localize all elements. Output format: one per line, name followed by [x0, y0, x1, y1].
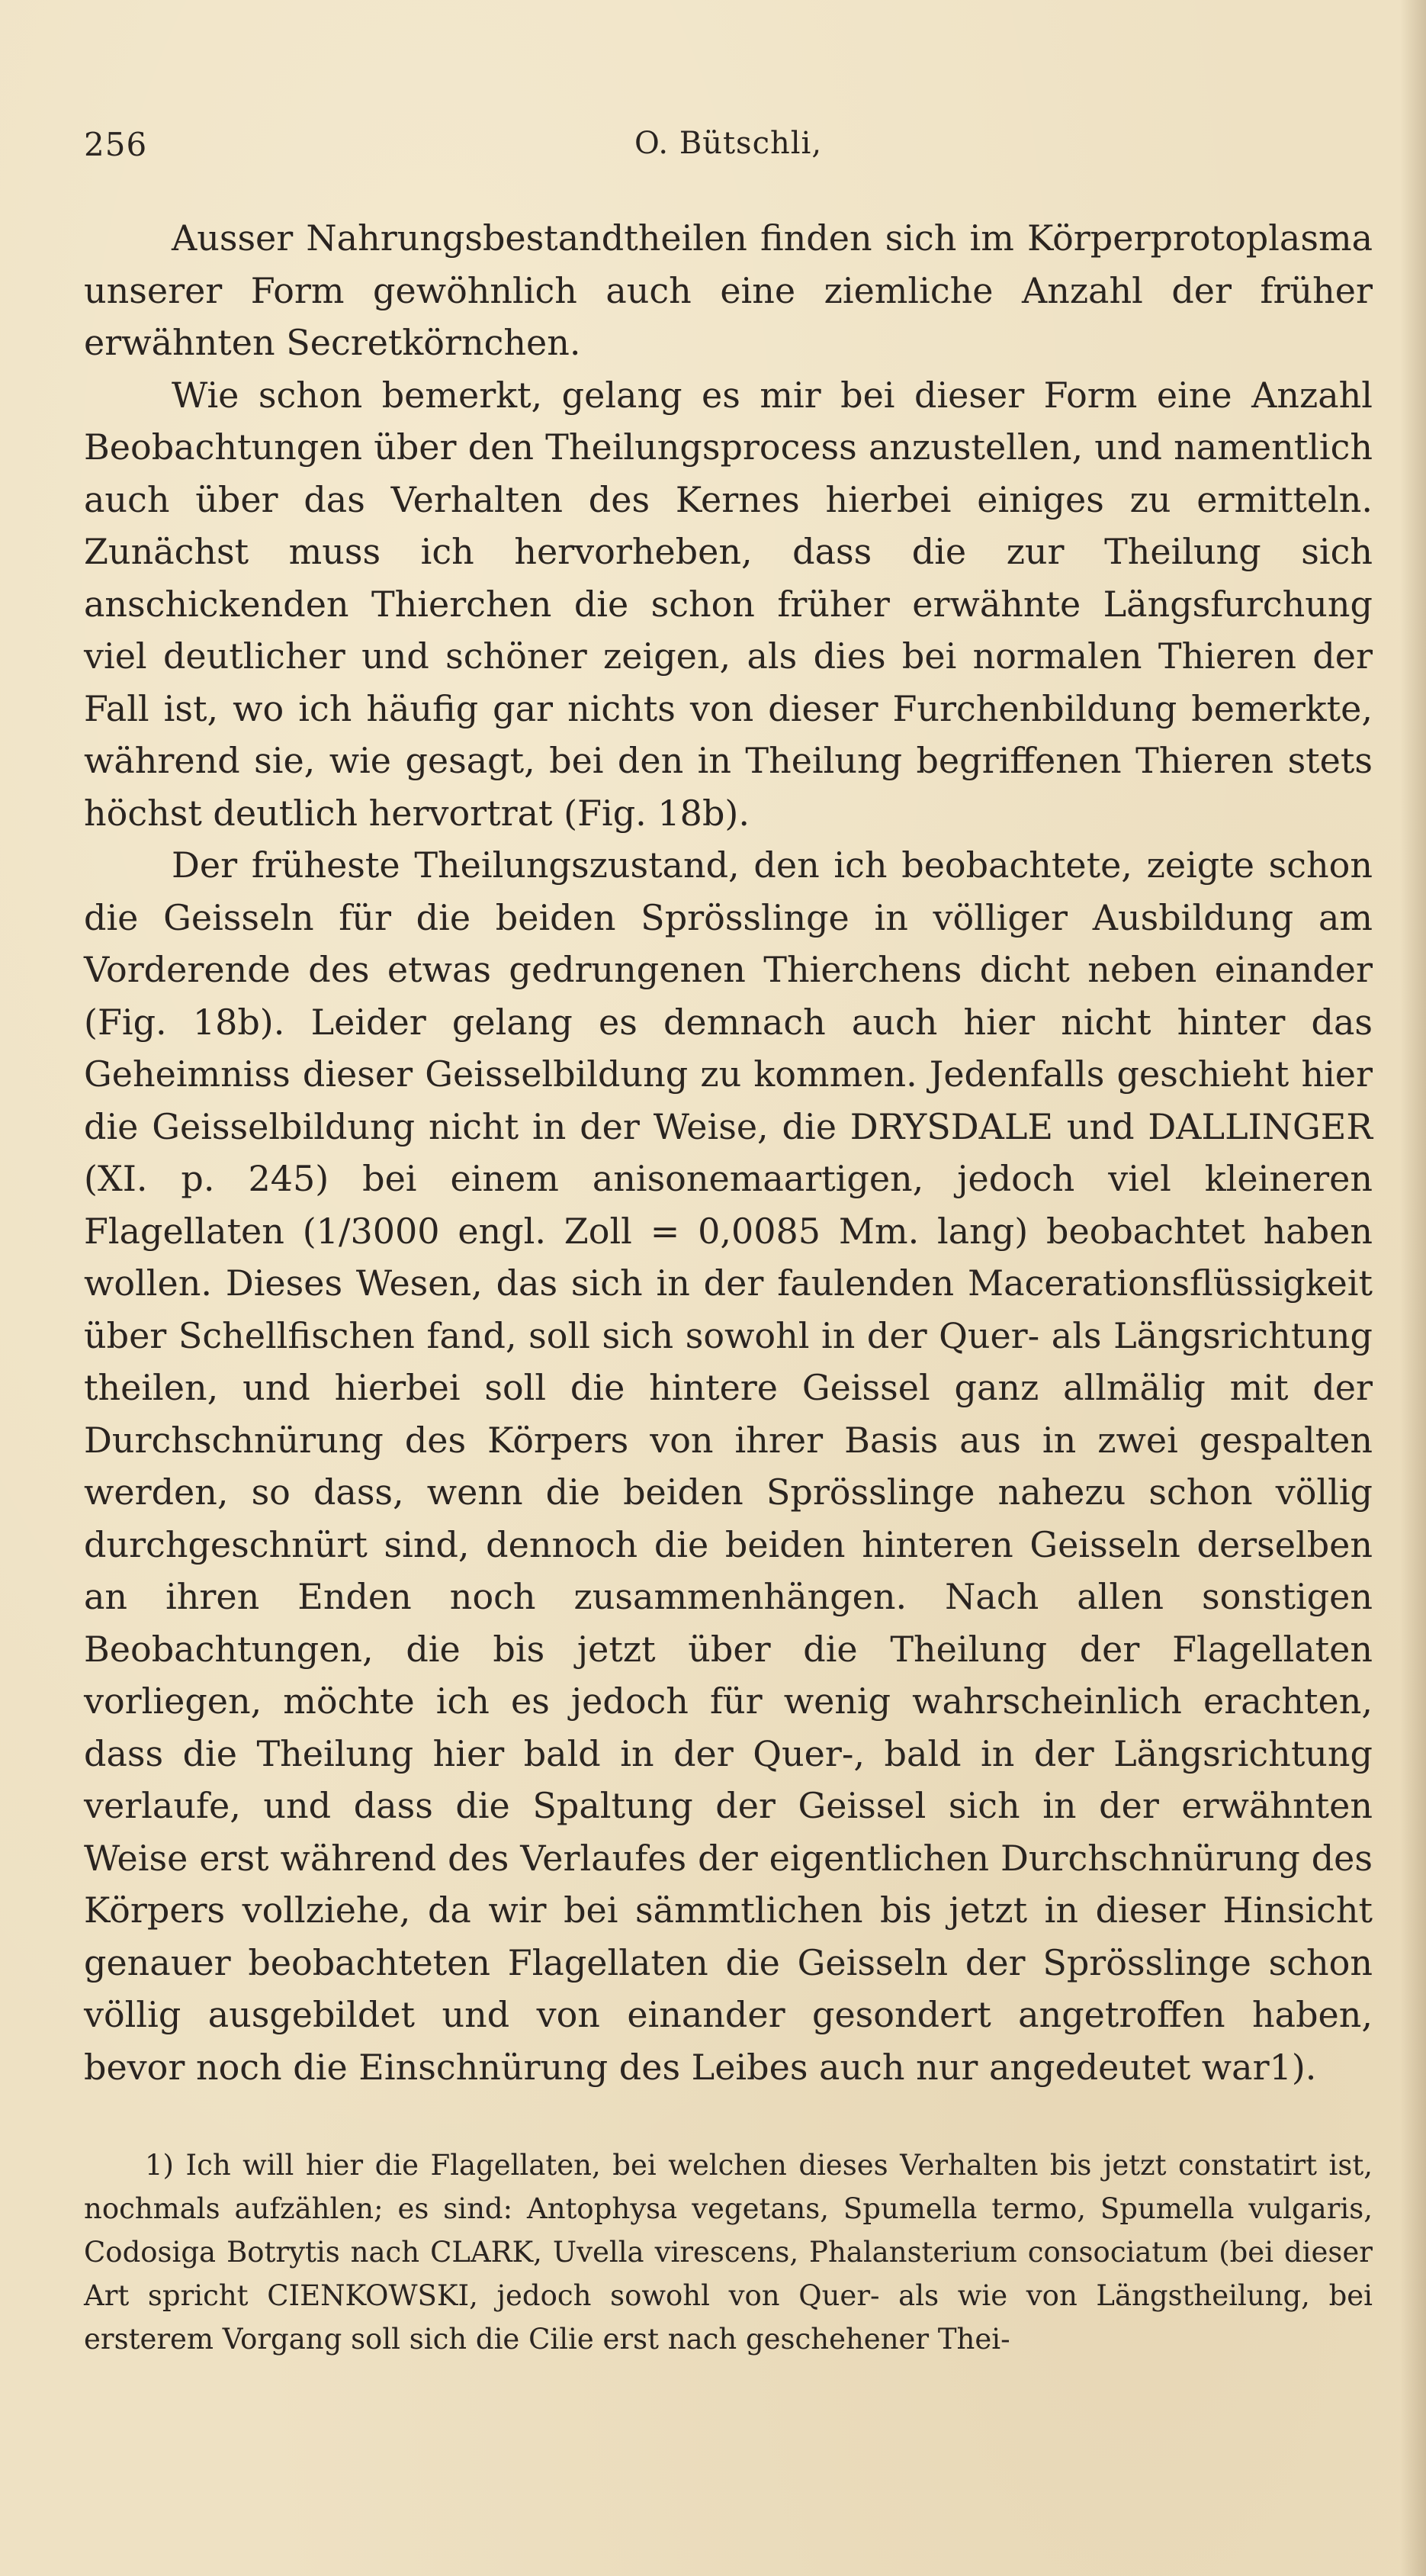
paragraph-2: Wie schon bemerkt, gelang es mir bei dieser Form eine Anzahl Beobachtungen über den Theilungsprocess anzustellen, und namentlich auch über das Verhalten des Kernes hierbei einiges zu ermitteln. Zunächst muss ich hervorheben, dass die zur Theilung sich anschickenden Thierchen die schon früher erwähnte Längsfurchung viel deutlicher und schöner zeigen, als dies bei normalen Thieren der Fall ist, wo ich häufig gar nichts von dieser Furchenbildung bemerkte, während sie, wie gesagt, bei den in Theilung begriffenen Thieren stets höchst deutlich hervortrat (Fig. 18b).: [84, 374, 1373, 834]
paragraph-1: Ausser Nahrungsbestandtheilen finden sich im Körperprotoplasma unserer Form gewöhnlich auch eine ziemliche Anzahl der früher erwähnten Secretkörnchen.: [84, 217, 1373, 363]
paragraph-3: Der früheste Theilungszustand, den ich beobachtete, zeigte schon die Geisseln für die beiden Sprösslinge in völliger Ausbildung am Vorderende des etwas gedrungenen Thierchens dicht neben einander (Fig. 18b). Leider gelang es demnach auch hier nicht hinter das Geheimniss dieser Geisselbildung zu kommen. Jedenfalls geschieht hier die Geisselbildung nicht in der Weise, die DRYSDALE und DALLINGER (XI. p. 245) bei einem anisonemaartigen, jedoch viel kleineren Flagellaten (1/3000 engl. Zoll = 0,0085 Mm. lang) beobachtet haben wollen. Dieses Wesen, das sich in der faulenden Macerationsflüssigkeit über Schellfischen fand, soll sich sowohl in der Quer- als Längsrichtung theilen, und hierbei soll die hintere Geissel ganz allmälig mit der Durchschnürung des Körpers von ihrer Basis aus in zwei gespalten werden, so dass, wenn die beiden Sprösslinge nahezu schon völlig durchgeschnürt sind, dennoch die beiden hinteren Geisseln derselben an ihren Enden noch zusammenhängen. Nach allen sonstigen Beobachtungen, die bis jetzt über die Theilung der Flagellaten vorliegen, möchte ich es jedoch für wenig wahrscheinlich erachten, dass die Theilung hier bald in der Quer-, bald in der Längsrichtung verlaufe, und dass die Spaltung der Geissel sich in der erwähnten Weise erst während des Verlaufes der eigentlichen Durchschnürung des Körpers vollziehe, da wir bei sämmtlichen bis jetzt in dieser Hinsicht genauer beobachteten Flagellaten die Geisseln der Sprösslinge schon völlig ausgebildet und von einander gesondert angetroffen haben, bevor noch die Einschnürung des Leibes auch nur angedeutet war1).: [84, 844, 1373, 2088]
page-number: 256: [84, 126, 148, 163]
page-edge-shadow: [1400, 0, 1426, 2576]
body-text: [84, 212, 1373, 2093]
footnote-text: 1) Ich will hier die Flagellaten, bei welchen dieses Verhalten bis jetzt constatirt ist, nochmals aufzählen; es sind: Antophysa vegetans, Spumella termo, Spumella vulgaris, Codosiga Botrytis nach CLARK, Uvella virescens, Phalansterium consociatum (bei dieser Art spricht CIENKOWSKI, jedoch sowohl von Quer- als wie von Längstheilung, bei ersterem Vorgang soll sich die Cilie erst nach geschehener Thei-: [84, 2149, 1373, 2356]
running-head: O. Bütschli,: [634, 126, 823, 161]
page-header: [84, 126, 1373, 172]
footnote: [84, 2143, 1373, 2361]
